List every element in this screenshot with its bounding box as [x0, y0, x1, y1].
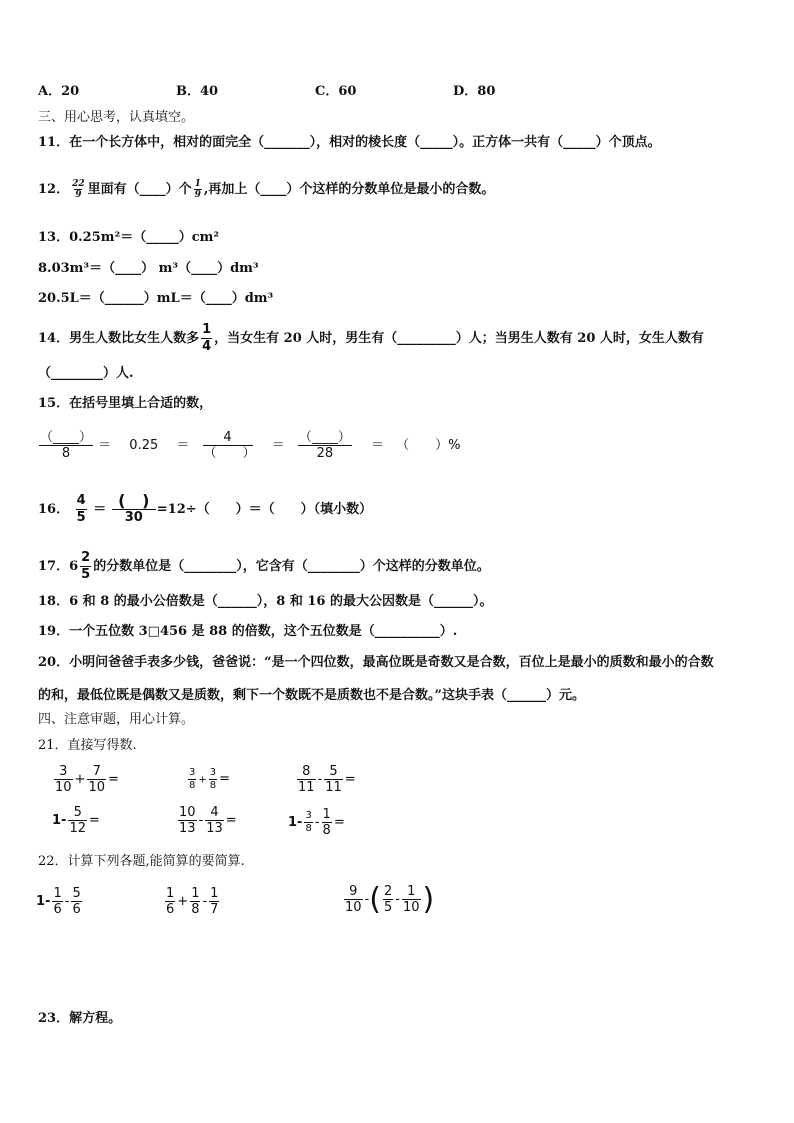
numerator: 5	[73, 805, 82, 820]
denominator: 9	[75, 190, 82, 200]
question-12	[38, 179, 494, 200]
operator: -	[364, 892, 370, 907]
fraction	[188, 767, 196, 792]
choice-d: D．80	[453, 84, 496, 99]
question-14	[38, 322, 704, 355]
equals-sign: =	[333, 815, 345, 830]
numerator: 5	[72, 886, 81, 901]
equals-sign: =	[344, 772, 356, 787]
fraction	[344, 884, 363, 915]
question-text: 里面有（____）个	[87, 182, 192, 197]
expr-21-6	[288, 807, 345, 838]
fraction	[209, 767, 217, 792]
fraction	[304, 810, 312, 835]
question-18: 18．6 和 8 的最小公倍数是（______），8 和 16 的最大公因数是（______）。	[38, 594, 493, 609]
denominator: 10	[345, 900, 362, 915]
fraction	[68, 805, 87, 836]
fraction-blank-8	[40, 430, 92, 461]
denominator: 8	[191, 902, 200, 917]
leading-term: 1-	[52, 813, 67, 828]
whole-number: 6	[69, 559, 79, 574]
fraction-1-9	[194, 179, 202, 200]
numerator: 1	[322, 807, 331, 822]
fraction	[209, 886, 219, 917]
fraction-blank-30	[113, 493, 155, 526]
question-text: =12÷（ ）＝（ ）（填小数）	[156, 502, 373, 517]
denominator: 28	[298, 445, 352, 461]
question-16: 16． $\frac{4}{5}$ ＝ $\frac{( )}{30}$ =12÷（ ）＝（ ）（填小数）	[38, 491, 373, 525]
operator: +	[198, 774, 207, 786]
denominator: 6	[72, 902, 81, 917]
question-23: 23．解方程。	[38, 1011, 122, 1026]
numerator: 1	[407, 884, 416, 899]
expr-21-5	[176, 805, 237, 836]
question-text: ,再加上（____）个这样的分数单位是最小的合数。	[203, 182, 495, 197]
numerator: 3	[209, 767, 217, 778]
numerator: 8	[302, 764, 311, 779]
fraction	[205, 805, 224, 836]
numerator: （____）	[40, 430, 93, 445]
fraction	[178, 805, 197, 836]
denominator: 10	[55, 780, 72, 795]
operator: -	[198, 813, 204, 828]
question-13-line-1: 13．0.25m²＝（_____）cm²	[38, 230, 220, 245]
section-3-heading: 三、用心思考，认真填空。	[38, 110, 195, 125]
denominator: 12	[69, 821, 86, 836]
question-text: 14．男生人数比女生人数多	[38, 331, 200, 346]
denominator: 8	[189, 780, 196, 791]
fraction	[402, 884, 421, 915]
denominator: 8	[209, 780, 217, 791]
denominator: 11	[298, 780, 315, 795]
denominator: 4	[202, 339, 212, 354]
question-19: 19．一个五位数 3□456 是 88 的倍数，这个五位数是（__________）.	[38, 624, 458, 639]
right-paren: )	[422, 881, 435, 917]
fraction	[87, 764, 106, 795]
equals-sign: =	[89, 813, 100, 828]
fraction-22-9	[71, 179, 86, 200]
question-number: 12．	[38, 182, 70, 197]
operator: +	[74, 772, 86, 787]
question-21: 21．直接写得数.	[38, 738, 137, 753]
question-13-line-3: 20.5L＝（______）mL＝（____）dm³	[38, 291, 274, 306]
numerator: 22	[72, 179, 85, 189]
denominator: 8	[322, 823, 331, 838]
expr-22-1	[36, 886, 84, 917]
numerator: 1	[53, 886, 62, 901]
numerator: 1	[191, 886, 200, 901]
expr-22-2	[163, 886, 221, 917]
expr-21-2	[186, 767, 230, 792]
numerator: 5	[329, 764, 338, 779]
fraction	[71, 886, 81, 917]
fraction	[322, 807, 332, 838]
choice-c: C．60	[315, 84, 357, 99]
expr-22-3	[342, 881, 435, 917]
denominator: 10	[88, 780, 105, 795]
denominator: 6	[53, 902, 62, 917]
equals-sign: ＝	[176, 438, 190, 453]
choice-b: B．40	[176, 84, 219, 99]
operator: -	[317, 772, 323, 787]
numerator: 4	[76, 493, 86, 508]
denominator: 13	[179, 821, 196, 836]
operator: -	[314, 815, 320, 830]
expr-21-1	[52, 764, 119, 795]
equals-sign: =	[225, 813, 237, 828]
value-0-25: 0.25	[129, 438, 159, 453]
denominator: 8	[39, 445, 93, 461]
question-20-line-2: 的和，最低位既是偶数又是质数，剩下一个数既不是质数也不是合数。”这块手表（______）元。	[38, 688, 585, 703]
numerator-blank: ( )	[118, 491, 150, 510]
fraction	[54, 764, 73, 795]
numerator: 2	[383, 884, 393, 899]
question-15-equation	[38, 430, 461, 461]
operator: +	[177, 894, 189, 909]
fraction-4-5	[76, 493, 87, 526]
question-11: 11．在一个长方体中，相对的面完全（_______），相对的棱长度（_____）。正方体一共有（_____）个顶点。	[38, 135, 661, 150]
equals-sign: ＝	[271, 438, 285, 453]
question-15: 15．在括号里填上合适的数，	[38, 396, 213, 411]
denominator: 5	[76, 510, 86, 525]
equals-sign: ＝	[98, 438, 112, 453]
denominator: 6	[166, 902, 175, 917]
fraction	[52, 886, 62, 917]
fraction	[383, 884, 393, 915]
numerator: 1	[202, 322, 212, 337]
question-20-line-1: 20．小明问爸爸手表多少钱，爸爸说：“是一个四位数，最高位既是奇数又是合数，百位上是最小的质数和最小的合数	[38, 655, 714, 670]
question-text: 的分数单位是（________），它含有（________）个这样的分数单位。	[93, 559, 490, 574]
fraction	[165, 886, 175, 917]
numerator: 3	[305, 810, 312, 821]
numerator: 1	[194, 179, 201, 189]
denominator: 5	[383, 900, 393, 915]
numerator: 3	[59, 764, 68, 779]
left-paren: (	[369, 881, 381, 917]
numerator: 2	[81, 550, 91, 565]
denominator: 7	[210, 902, 219, 917]
percent-blank: （ ）%	[396, 438, 461, 453]
choice-a: A．20	[38, 84, 80, 99]
fraction-2-5	[80, 550, 91, 583]
denominator: 30	[112, 509, 156, 526]
equals-sign: =	[108, 772, 119, 787]
numerator: （____）	[298, 430, 351, 445]
leading-term: 1-	[36, 894, 51, 909]
expr-21-3	[295, 764, 356, 795]
section-4-heading: 四、注意审题，用心计算。	[38, 712, 195, 727]
numerator: 4	[210, 805, 219, 820]
equals-sign: ＝	[370, 438, 384, 453]
numerator: 7	[92, 764, 101, 779]
fraction-blank-28	[299, 430, 351, 461]
numerator: 9	[349, 884, 358, 899]
denominator: （ ）	[203, 446, 256, 461]
numerator: 1	[166, 886, 175, 901]
denominator: 13	[206, 821, 223, 836]
question-22: 22．计算下列各题,能简算的要简算.	[38, 854, 245, 869]
denominator: 8	[305, 823, 312, 834]
denominator: 10	[402, 900, 420, 915]
leading-term: 1-	[288, 815, 303, 830]
fraction-4-blank	[203, 430, 256, 461]
operator: -	[64, 894, 70, 909]
denominator: 11	[325, 780, 342, 795]
question-number: 17．	[38, 559, 70, 574]
operator: -	[395, 892, 400, 907]
numerator: 4	[223, 430, 232, 445]
operator: -	[202, 894, 208, 909]
fraction	[190, 886, 200, 917]
denominator: 9	[194, 190, 201, 200]
numerator: 1	[210, 886, 219, 901]
expr-21-4	[52, 805, 100, 836]
question-14-line-2: （________）人.	[38, 366, 134, 381]
numerator: 10	[179, 805, 196, 820]
fraction	[324, 764, 343, 795]
fraction	[297, 764, 316, 795]
question-13-line-2: 8.03m³＝（____） m³（____）dm³	[38, 261, 259, 276]
question-number: 16．	[38, 502, 70, 517]
question-17	[38, 550, 490, 583]
denominator: 5	[81, 567, 91, 582]
question-text: ，当女生有 20 人时，男生有（_________）人；当男生人数有 20 人时，女生人数有	[214, 331, 704, 346]
numerator: 3	[189, 767, 196, 778]
equals-sign: =	[219, 771, 231, 787]
fraction-1-4	[201, 322, 212, 355]
